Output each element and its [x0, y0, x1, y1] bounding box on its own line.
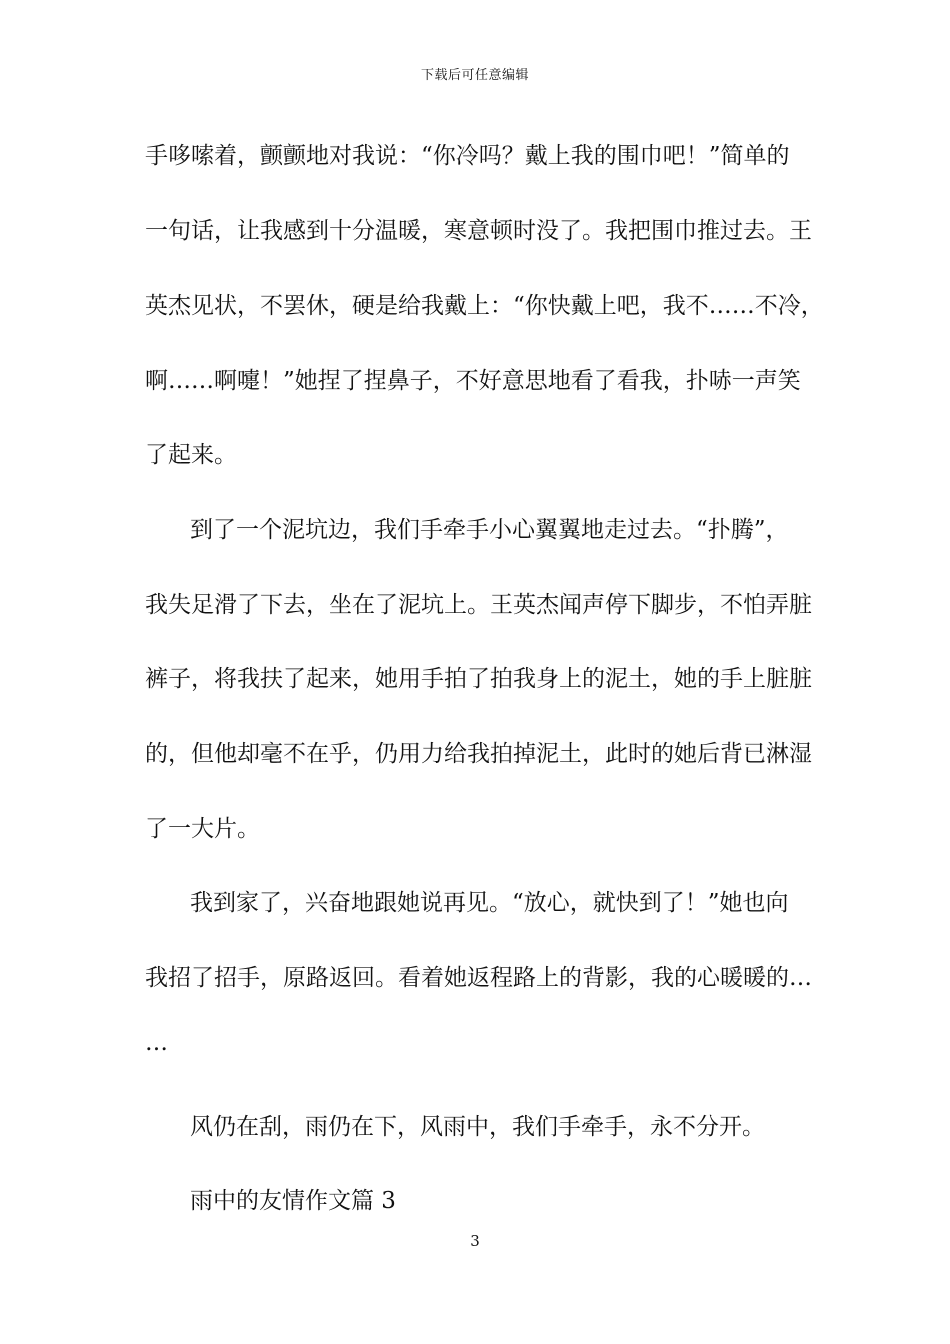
text-line: 一句话，让我感到十分温暖，寒意顿时没了。我把围巾推过去。王 — [145, 218, 812, 244]
page-header: 下载后可任意编辑 — [420, 68, 529, 83]
text-line: 我招了招手，原路返回。看着她返程路上的背影，我的心暖暖的… — [145, 965, 812, 991]
text-line: 裤子，将我扶了起来，她用手拍了拍我身上的泥土，她的手上脏脏 — [145, 666, 812, 692]
paragraph-start-line: 风仍在刮，雨仍在下，风雨中，我们手牵手，永不分开。 — [190, 1114, 765, 1140]
text-line: 啊……啊嚏！”她捏了捏鼻子，不好意思地看了看我，扑哧一声笑 — [145, 368, 801, 394]
paragraph-start-line: 到了一个泥坑边，我们手牵手小心翼翼地走过去。“扑腾”， — [190, 517, 789, 543]
text-line: 了一大片。 — [145, 816, 260, 842]
page-number: 3 — [470, 1232, 480, 1250]
text-line: 英杰见状，不罢休，硬是给我戴上：“你快戴上吧，我不……不冷， — [145, 293, 824, 319]
paragraph-start-line: 我到家了，兴奋地跟她说再见。“放心，就快到了！”她也向 — [190, 890, 789, 916]
text-line: 的，但他却毫不在乎，仍用力给我拍掉泥土，此时的她后背已淋湿 — [145, 741, 812, 767]
text-line: … — [145, 1030, 168, 1056]
section-title: 雨中的友情作文篇 3 — [190, 1188, 396, 1214]
text-line: 了起来。 — [145, 442, 237, 468]
text-line: 手哆嗦着，颤颤地对我说：“你冷吗？戴上我的围巾吧！”简单的 — [145, 143, 790, 169]
text-line: 我失足滑了下去，坐在了泥坑上。王英杰闻声停下脚步，不怕弄脏 — [145, 592, 812, 618]
